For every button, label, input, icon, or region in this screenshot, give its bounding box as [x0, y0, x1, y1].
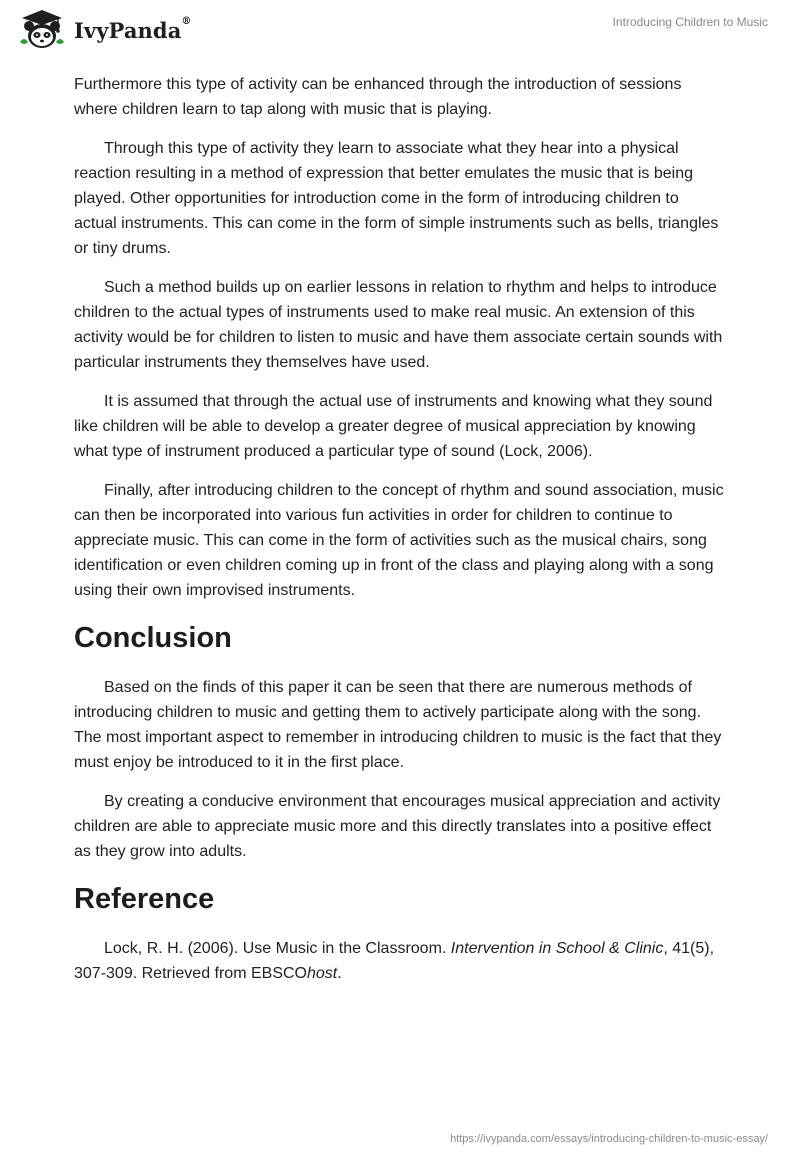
conclusion-paragraph-1: Based on the finds of this paper it can be seen that there are numerous methods of introducing children to music and getting them to actively participate along with the song. The most important aspect to remember in introducing children to music is the fact that they must enjoy be introduced to it in the first place. — [74, 679, 722, 771]
essay-body — [74, 72, 724, 1000]
reference-host: host — [307, 965, 338, 982]
paragraph-1: Furthermore this type of activity can be enhanced through the introduction of sessions where children learn to tap along with music that is playing. — [74, 76, 682, 118]
logo-text: IvyPanda® — [74, 15, 192, 43]
conclusion-paragraph-2: By creating a conducive environment that encourages musical appreciation and activity children are able to appreciate music more and this directly translates into a positive effect as they grow into adults. — [74, 793, 721, 860]
page-header — [0, 0, 800, 64]
document-title: Introducing Children to Music — [612, 15, 768, 29]
reference-entry: Lock, R. H. (2006). Use Music in the Classroom. Intervention in School & Clinic, 41(5), 307-309. Retrieved from EBSCOhost. — [74, 940, 715, 982]
panda-mortarboard-icon — [16, 8, 68, 52]
ivypanda-logo[interactable] — [16, 8, 192, 52]
paragraph-3: Such a method builds up on earlier lessons in relation to rhythm and helps to introduce children to the actual types of instruments used to make real music. An extension of this activity would be for children to listen to music and have them associate certain sounds with particular instruments they themselves have used. — [74, 279, 723, 371]
reference-heading: Reference — [74, 883, 215, 915]
paragraph-2: Through this type of activity they learn to associate what they hear into a physical reaction resulting in a method of expression that better emulates the music that is being played. Other opportunities for introduction come in the form of introducing children to actual instruments. This can come in the form of simple instruments such as bells, triangles or tiny drums. — [74, 140, 719, 257]
source-url[interactable]: https://ivypanda.com/essays/introducing-children-to-music-essay/ — [450, 1133, 768, 1145]
conclusion-heading: Conclusion — [74, 622, 232, 654]
paragraph-5: Finally, after introducing children to the concept of rhythm and sound association, music can then be incorporated into various fun activities in order for children to continue to appreciate music. This can come in the form of activities such as the musical chairs, song identification or even children coming up in front of the class and playing along with a song using their own improvised instruments. — [74, 482, 724, 599]
paragraph-4: It is assumed that through the actual use of instruments and knowing what they sound like children will be able to develop a greater degree of musical appreciation by knowing what type of instrument produced a particular type of sound (Lock, 2006). — [74, 393, 713, 460]
reference-journal: Intervention in School & Clinic — [450, 940, 664, 957]
